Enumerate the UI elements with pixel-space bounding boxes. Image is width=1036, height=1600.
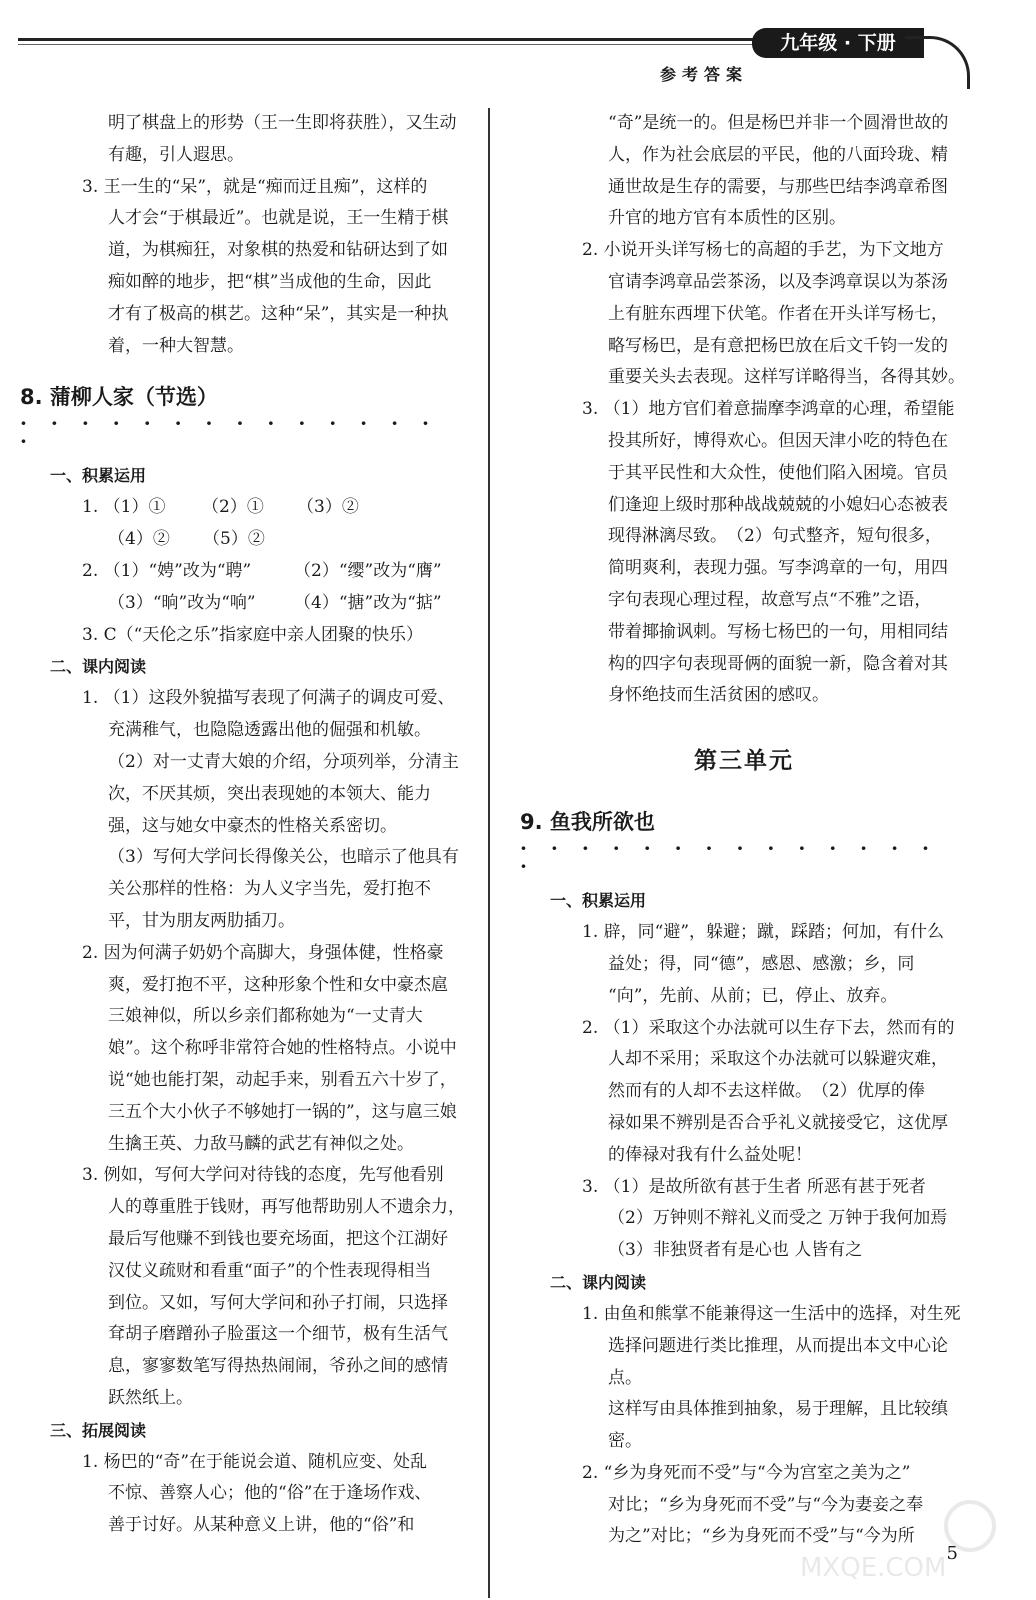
text-line: 升官的地方官有本质性的区别。 [608,208,846,229]
text-line: 通世故是生存的需要，与那些巴结李鸿章希图 [608,176,948,197]
text-line: 不惊、善察人心；他的“俗”在于逢场作戏、 [108,1483,432,1504]
lesson-title: 9. 鱼我所欲也 [520,810,655,835]
text-line: 的俸禄对我有什么益处呢！ [608,1144,812,1165]
answer-cell: （3）“晌”改为“响” [108,592,256,613]
answer-item: 1. 杨巴的“奇”在于能说会道、随机应变、处乱 [82,1451,428,1472]
answer-row [20,524,468,556]
text-line: 带着揶揄讽刺。写杨七杨巴的一句，用相同结 [608,621,948,642]
text-line: 才有了极高的棋艺。这种“呆”，其实是一种执 [108,303,449,324]
answer-cell: （5）② [203,529,265,550]
page-number: 5 [946,1543,958,1564]
answer-cell: （2）① [202,497,264,518]
text-line: 平，甘为朋友两肋插刀。 [108,910,295,931]
answer-item: 1. 辟，同“避”，躲避；蹴，踩踏；何加，有什么 [582,922,945,943]
text-line: 次，不厌其烦，突出表现她的本领大、能力 [108,783,431,804]
answer-item: 1. （1）这段外貌描写表现了何满子的调皮可爱、 [82,688,455,709]
answer-item: 3. C（“天伦之乐”指家庭中亲人团聚的快乐） [82,624,424,645]
answer-item: 3. （1）是故所欲有甚于生者 所恶有甚于死者 [582,1176,926,1197]
text-line: “向”，先前、从前；已，停止、放弃。 [608,985,898,1006]
lesson-title: 8. 蒲柳人家（节选） [20,385,218,410]
text-line: 重要关头去表现。这样写详略得当，各得其妙。 [608,367,965,388]
watermark-logo [790,1496,1000,1586]
watermark-text: MXQE.COM [800,1553,947,1583]
text-line: 对比；“乡为身死而不受”与“今为妻妾之奉 [608,1494,924,1515]
answer-row [20,492,468,524]
text-line: 息，寥寥数笔写得热热闹闹，爷孙之间的感情 [108,1356,448,1377]
text-line: 人，作为社会底层的平民，他的八面玲珑、精 [608,144,948,165]
text-line: 禄如果不辨别是否合乎礼义就接受它，这优厚 [608,1112,948,1133]
text-line: （2）对一丈青大娘的介绍，分项列举，分清主 [108,751,459,772]
text-line: 关公那样的性格：为人义字当先，爱打抱不 [108,879,431,900]
answer-item: 2. （1）采取这个办法就可以生存下去，然而有的 [582,1017,955,1038]
text-line: 充满稚气，也隐隐透露出他的倔强和机敏。 [108,720,431,741]
title-dots: · · · · · · · · · · · · · · · [20,411,438,454]
answer-cell: 1. （1）① [82,497,166,518]
answer-item: 3. 王一生的“呆”，就是“痴而迂且痴”，这样的 [82,176,428,197]
text-line: 三娘神似，所以乡亲们都称她为“一丈青大 [108,1006,423,1027]
text-line: 人却不采用；采取这个办法就可以躲避灾难， [608,1049,948,1070]
grade-tab: 九年级 · 下册 [752,28,924,58]
text-line: 现得淋漓尽致。 （2）句式整齐，短句很多， [608,526,942,547]
header-rule [18,38,768,41]
answer-item: 1. 由鱼和熊掌不能兼得这一生活中的选择，对生死 [582,1303,961,1324]
text-line: 人才会“于棋最近”。也就是说，王一生精于棋 [108,208,449,229]
left-column [20,108,468,1542]
answer-cell: （3）② [297,497,359,518]
title-dots: · · · · · · · · · · · · · · · [520,836,938,879]
right-column [520,108,968,1553]
text-line: 明了棋盘上的形势（王一生即将获胜），又生动 [108,113,457,133]
text-line: 说“她也能打架，动起手来，别看五六十岁了， [108,1069,457,1090]
text-line: （3）非独贤者有是心也 人皆有之 [608,1240,863,1261]
text-line: 身怀绝技而生活贫困的感叹。 [608,685,829,706]
text-line: 官请李鸿章品尝茶汤，以及李鸿章误以为茶汤 [608,271,948,292]
section-heading: 二、课内阅读 [50,657,147,677]
text-line: 益处；得，同“德”，感恩、感激；乡，同 [608,953,915,974]
text-line: 跃然纸上。 [108,1387,193,1408]
answer-cell: （2）“缨”改为“膺” [294,560,442,581]
text-line: 着，一种大智慧。 [108,335,244,356]
text-line: 耷胡子磨蹭孙子脸蛋这一个细节，极有生活气 [108,1324,448,1345]
text-line: 道，为棋痴狂，对象棋的热爱和钻研达到了如 [108,240,448,261]
section-heading: 一、积累运用 [550,891,647,911]
section-label: 参考答案 [660,65,749,84]
text-line: 痴如醉的地步，把“棋”当成他的生命，因此 [108,271,432,292]
answer-cell: （4）“搪”改为“掂” [294,592,442,613]
section-heading: 三、拓展阅读 [50,1420,147,1440]
header-curve-decoration [905,36,970,89]
text-line: 强，这与她女中豪杰的性格关系密切。 [108,815,397,836]
text-line: 然而有的人却不去这样做。 （2）优厚的俸 [608,1081,925,1102]
text-line: 娘”。这个称呼非常符合她的性格特点。小说中 [108,1038,457,1059]
column-divider [488,108,490,1598]
answer-row [20,556,468,588]
answer-item: 2. 小说开头详写杨七的高超的手艺，为下文地方 [582,240,944,261]
text-line: 简明爽利，表现力强。写李鸿章的一句，用四 [608,558,948,579]
answer-item: 3. 例如，写何大学问对待钱的态度，先写他看别 [82,1165,444,1186]
text-line: 于其平民性和大众性，使他们陷入困境。官员 [608,462,948,483]
text-line: 为之”对比；“乡为身死而不受”与“今为所 [608,1526,915,1547]
text-line: 有趣，引人遐思。 [108,144,244,165]
text-line: 选择问题进行类比推理，从而提出本文中心论点。 [608,1335,948,1388]
text-line: 略写杨巴，是有意把杨巴放在后文千钧一发的 [608,335,948,356]
text-line: 这样写由具体推到抽象，易于理解，且比较缜密。 [608,1399,948,1452]
text-line: 投其所好，博得欢心。但因天津小吃的特色在 [608,430,948,451]
unit-heading: 第三单元 [694,748,794,775]
text-line: （2）万钟则不辩礼义而受之 万钟于我何加焉 [608,1208,948,1229]
text-line: 汉仗义疏财和看重“面子”的个性表现得相当 [108,1260,432,1281]
text-line: 善于讨好。从某种意义上讲，他的“俗”和 [108,1515,415,1536]
answer-row [20,588,468,620]
header-rule-thin [18,44,768,45]
text-line: 到位。又如，写何大学问和孙子打闹，只选择 [108,1292,448,1313]
answer-cell: （4）② [108,529,170,550]
text-line: （3）写何大学问长得像关公，也暗示了他具有 [108,847,459,868]
answer-item: 2. 因为何满子奶奶个高脚大，身强体健，性格豪 [82,942,444,963]
text-line: 爽，爱打抱不平，这种形象个性和女中豪杰扈 [108,974,448,995]
text-line: 上有脏东西埋下伏笔。作者在开头详写杨七， [608,303,948,324]
text-line: 最后写他赚不到钱也要充场面，把这个江湖好 [108,1228,448,1249]
section-heading: 一、积累运用 [50,466,147,486]
answer-cell: 2. （1）“娉”改为“聘” [82,560,252,581]
text-line: 们逢迎上级时那种战战兢兢的小媳妇心态被表 [608,494,948,515]
text-line: 字句表现心理过程，故意写点“不雅”之语， [608,589,932,610]
text-line: 生擒王英、力敌马麟的武艺有神似之处。 [108,1133,414,1154]
answer-item: 3. （1）地方官们着意揣摩李鸿章的心理，希望能 [582,399,955,420]
text-line: 三五个大小伙子不够她打一锅的”，这与扈三娘 [108,1101,457,1122]
answer-item: 2. “乡为身死而不受”与“今为宫室之美为之” [582,1462,911,1483]
text-line: 人的尊重胜于钱财，再写他帮助别人不遗余力， [108,1197,465,1218]
text-line: “奇”是统一的。但是杨巴并非一个圆滑世故的 [608,113,949,133]
section-heading: 二、课内阅读 [550,1272,647,1292]
text-line: 构的四字句表现哥俩的面貌一新，隐含着对其 [608,653,948,674]
